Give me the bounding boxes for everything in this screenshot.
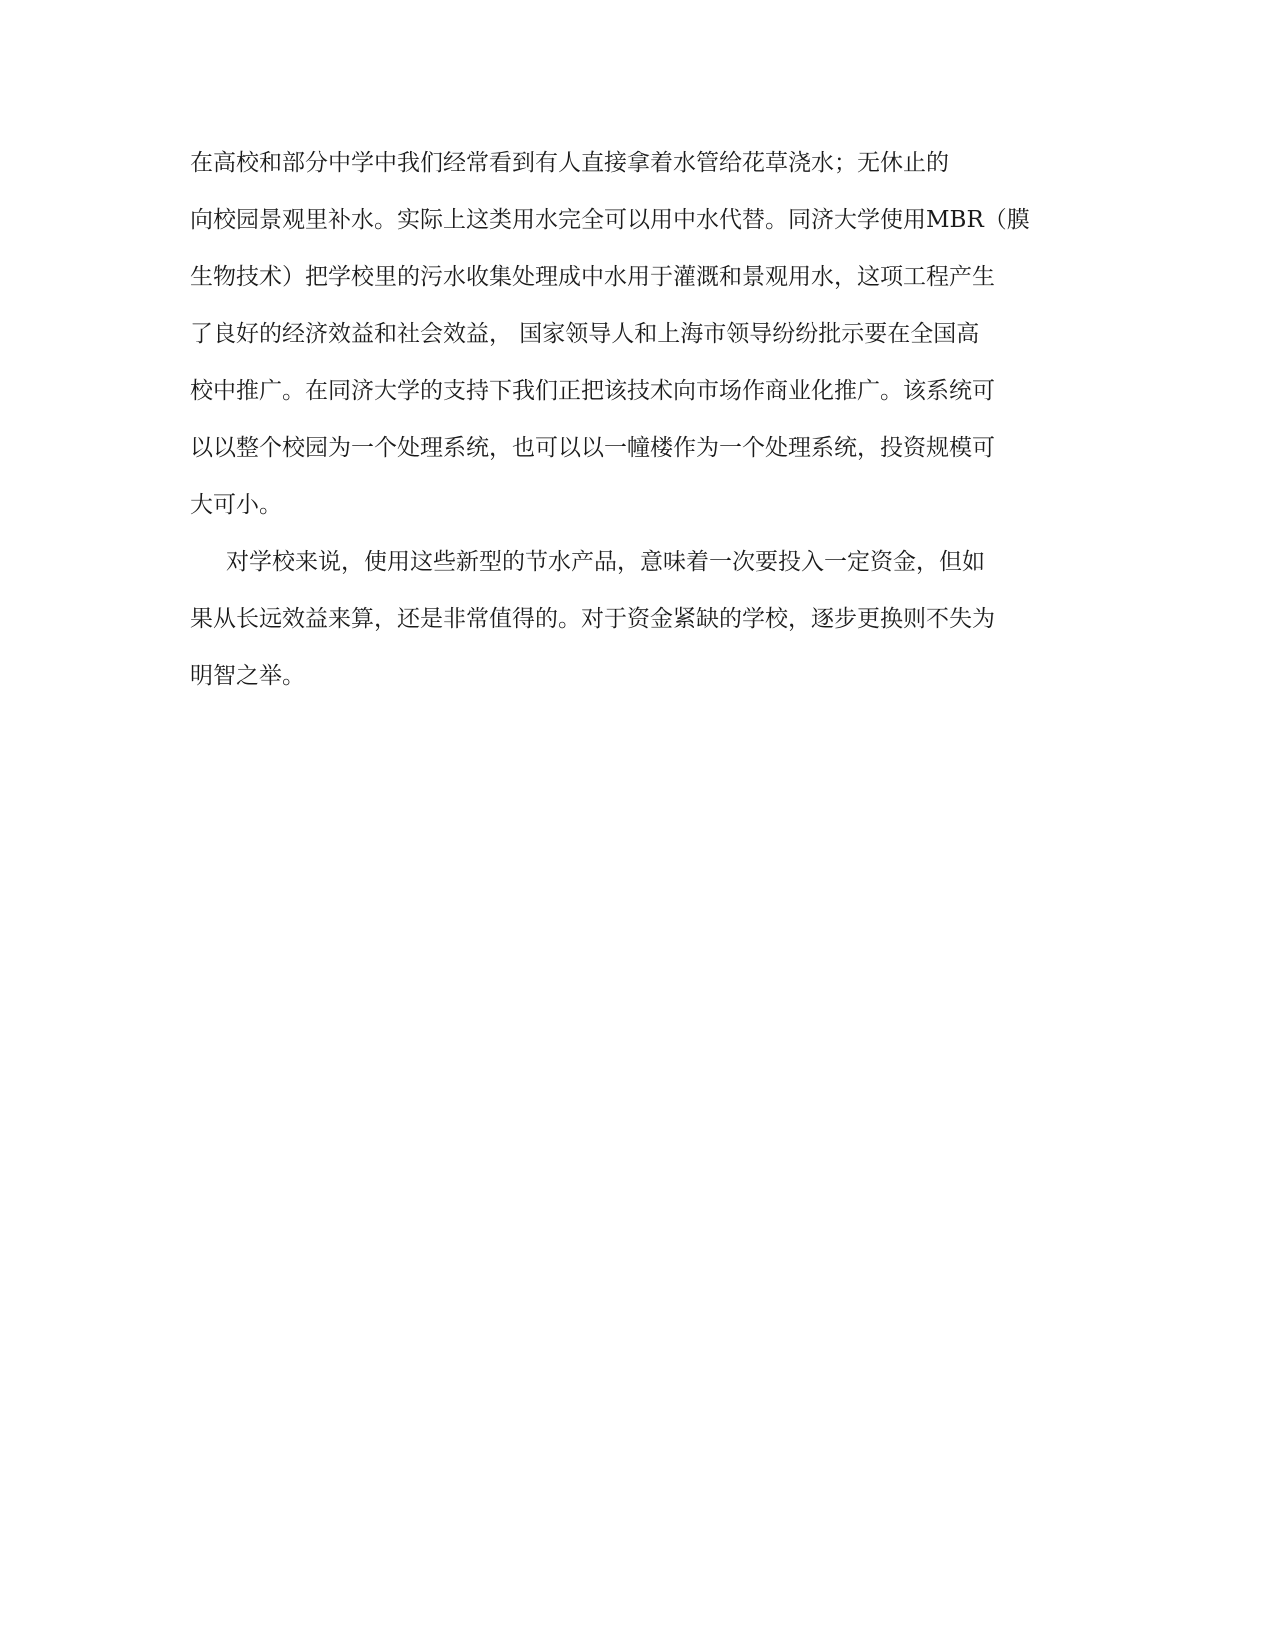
paragraph-1-line-1: 在高校和部分中学中我们经常看到有人直接拿着水管给花草浇水；无休止的 [190, 150, 949, 176]
paragraph-1-line-2: 向校园景观里补水。实际上这类用水完全可以用中水代替。同济大学使用MBR（膜 [190, 207, 1030, 233]
paragraph-1-line-7: 大可小。 [190, 492, 282, 518]
paragraph-1-line-5: 校中推广。在同济大学的支持下我们正把该技术向市场作商业化推广。该系统可 [190, 378, 995, 404]
paragraph-1-line-3: 生物技术）把学校里的污水收集处理成中水用于灌溉和景观用水，这项工程产生 [190, 264, 995, 290]
paragraph-1-line-6: 以以整个校园为一个处理系统，也可以以一幢楼作为一个处理系统，投资规模可 [190, 435, 995, 461]
paragraph-2-line-3: 明智之举。 [190, 663, 305, 689]
paragraph-2-line-2: 果从长远效益来算，还是非常值得的。对于资金紧缺的学校，逐步更换则不失为 [190, 606, 995, 632]
paragraph-2-line-1: 对学校来说，使用这些新型的节水产品，意味着一次要投入一定资金，但如 [226, 549, 985, 575]
paragraph-1-line-4: 了良好的经济效益和社会效益， 国家领导人和上海市领导纷纷批示要在全国高 [190, 321, 980, 347]
